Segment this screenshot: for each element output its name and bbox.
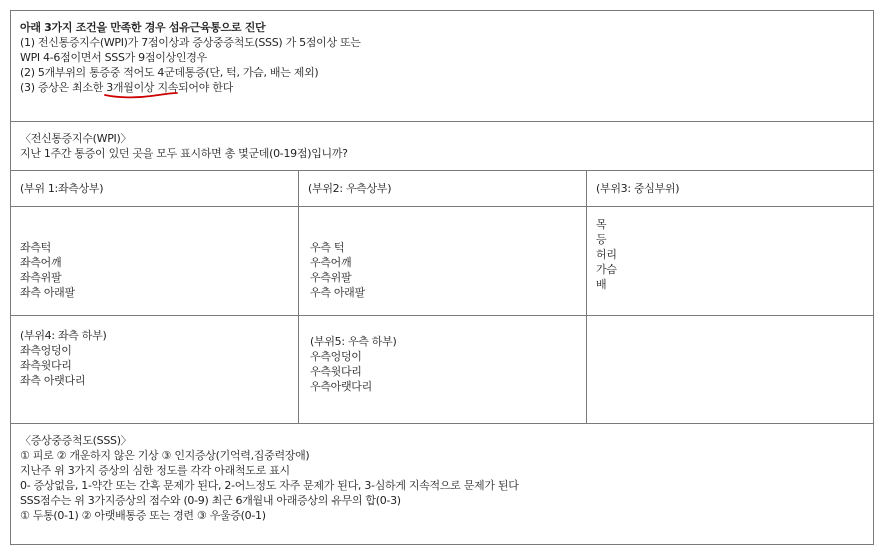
criteria-line-3: (2) 5개부위의 통증중 적어도 4군데통증(단, 턱, 가슴, 배는 제외) — [20, 66, 319, 79]
region-2-label: (부위2: 우측상부) — [308, 182, 392, 195]
sss-line-4: SSS점수는 위 3가지증상의 점수와 (0-9) 최근 6개월내 아래증상의 유무의 합(0-3) — [20, 494, 401, 507]
list-item: 허리 — [596, 248, 617, 261]
list-item: 좌측위팔 — [20, 271, 62, 284]
red-underline-mark — [103, 92, 179, 99]
region-items-row — [11, 207, 873, 316]
diagnostic-criteria-document — [10, 10, 874, 545]
region-3-header-cell — [587, 171, 873, 206]
list-item: 좌측 아래팔 — [20, 286, 75, 299]
criteria-line-4-prefix: (3) 증상은 최소한 — [20, 81, 107, 94]
region-3-label: (부위3: 중심부위) — [596, 182, 680, 195]
list-item: 좌측어깨 — [20, 256, 62, 269]
region-4-list — [20, 328, 106, 388]
region-3-items-cell — [587, 207, 873, 315]
region-4-cell — [11, 316, 299, 423]
empty-cell — [587, 316, 873, 423]
list-item: 우측 아래팔 — [310, 286, 365, 299]
list-item: 등 — [596, 233, 607, 246]
list-item: 우측위팔 — [310, 271, 352, 284]
region-2-header-cell — [299, 171, 587, 206]
criteria-line-4 — [20, 80, 361, 95]
list-item: 가슴 — [596, 263, 617, 276]
region-4-label: (부위4: 좌측 하부) — [20, 329, 107, 342]
lower-regions-row — [11, 316, 873, 424]
list-item: 우측 턱 — [310, 241, 345, 254]
region-3-list — [596, 217, 617, 292]
region-header-row — [11, 171, 873, 207]
wpi-title: 〈전신통증지수(WPI)〉 — [20, 132, 132, 145]
region-2-items-cell — [299, 207, 587, 315]
criteria-block — [20, 20, 361, 95]
duration-emphasis-text: 3개월이상 — [106, 81, 155, 94]
criteria-line-1: (1) 전신통증지수(WPI)가 7점이상과 증상중증척도(SSS) 가 5점이상 또는 — [20, 36, 361, 49]
criteria-line-4-suffix: 지속되어야 한다 — [154, 81, 233, 94]
region-1-items-cell — [11, 207, 299, 315]
region-5-cell — [299, 316, 587, 423]
list-item: 좌측엉덩이 — [20, 344, 72, 357]
criteria-title: 아래 3가지 조건을 만족한 경우 섬유근육통으로 진단 — [20, 21, 266, 34]
list-item: 우측윗다리 — [310, 365, 362, 378]
sss-block — [20, 433, 519, 523]
region-1-list — [20, 240, 75, 300]
sss-line-5: ① 두통(0-1) ② 아랫배통증 또는 경련 ③ 우울증(0-1) — [20, 509, 266, 522]
wpi-block — [20, 131, 348, 161]
list-item: 좌측 아랫다리 — [20, 374, 86, 387]
list-item: 좌측턱 — [20, 241, 51, 254]
criteria-line-2: WPI 4-6점이면서 SSS가 9점이상인경우 — [20, 51, 207, 64]
duration-emphasis — [106, 80, 154, 95]
list-item: 우측엉덩이 — [310, 350, 362, 363]
wpi-section — [11, 122, 873, 171]
list-item: 배 — [596, 278, 607, 291]
sss-section — [11, 424, 873, 544]
sss-line-2: 지난주 위 3가지 증상의 심한 정도를 각각 아래척도로 표시 — [20, 464, 290, 477]
criteria-section — [11, 11, 873, 122]
list-item: 좌측윗다리 — [20, 359, 72, 372]
region-1-header-cell — [11, 171, 299, 206]
list-item: 우측어깨 — [310, 256, 352, 269]
region-5-list — [310, 334, 396, 394]
list-item: 목 — [596, 218, 607, 231]
region-1-label: (부위 1:좌측상부) — [20, 182, 104, 195]
list-item: 우측아랫다리 — [310, 380, 372, 393]
sss-line-3: 0- 증상없음, 1-약간 또는 간혹 문제가 된다, 2-어느정도 자주 문제가 된다, 3-심하게 지속적으로 문제가 된다 — [20, 479, 519, 492]
wpi-question: 지난 1주간 통증이 있던 곳을 모두 표시하면 총 몇군데(0-19점)입니까? — [20, 147, 348, 160]
region-2-list — [310, 240, 365, 300]
sss-line-1: ① 피로 ② 개운하지 않은 기상 ③ 인지증상(기억력,집중력장애) — [20, 449, 310, 462]
sss-title: 〈증상중증척도(SSS)〉 — [20, 434, 132, 447]
region-5-label: (부위5: 우측 하부) — [310, 335, 397, 348]
